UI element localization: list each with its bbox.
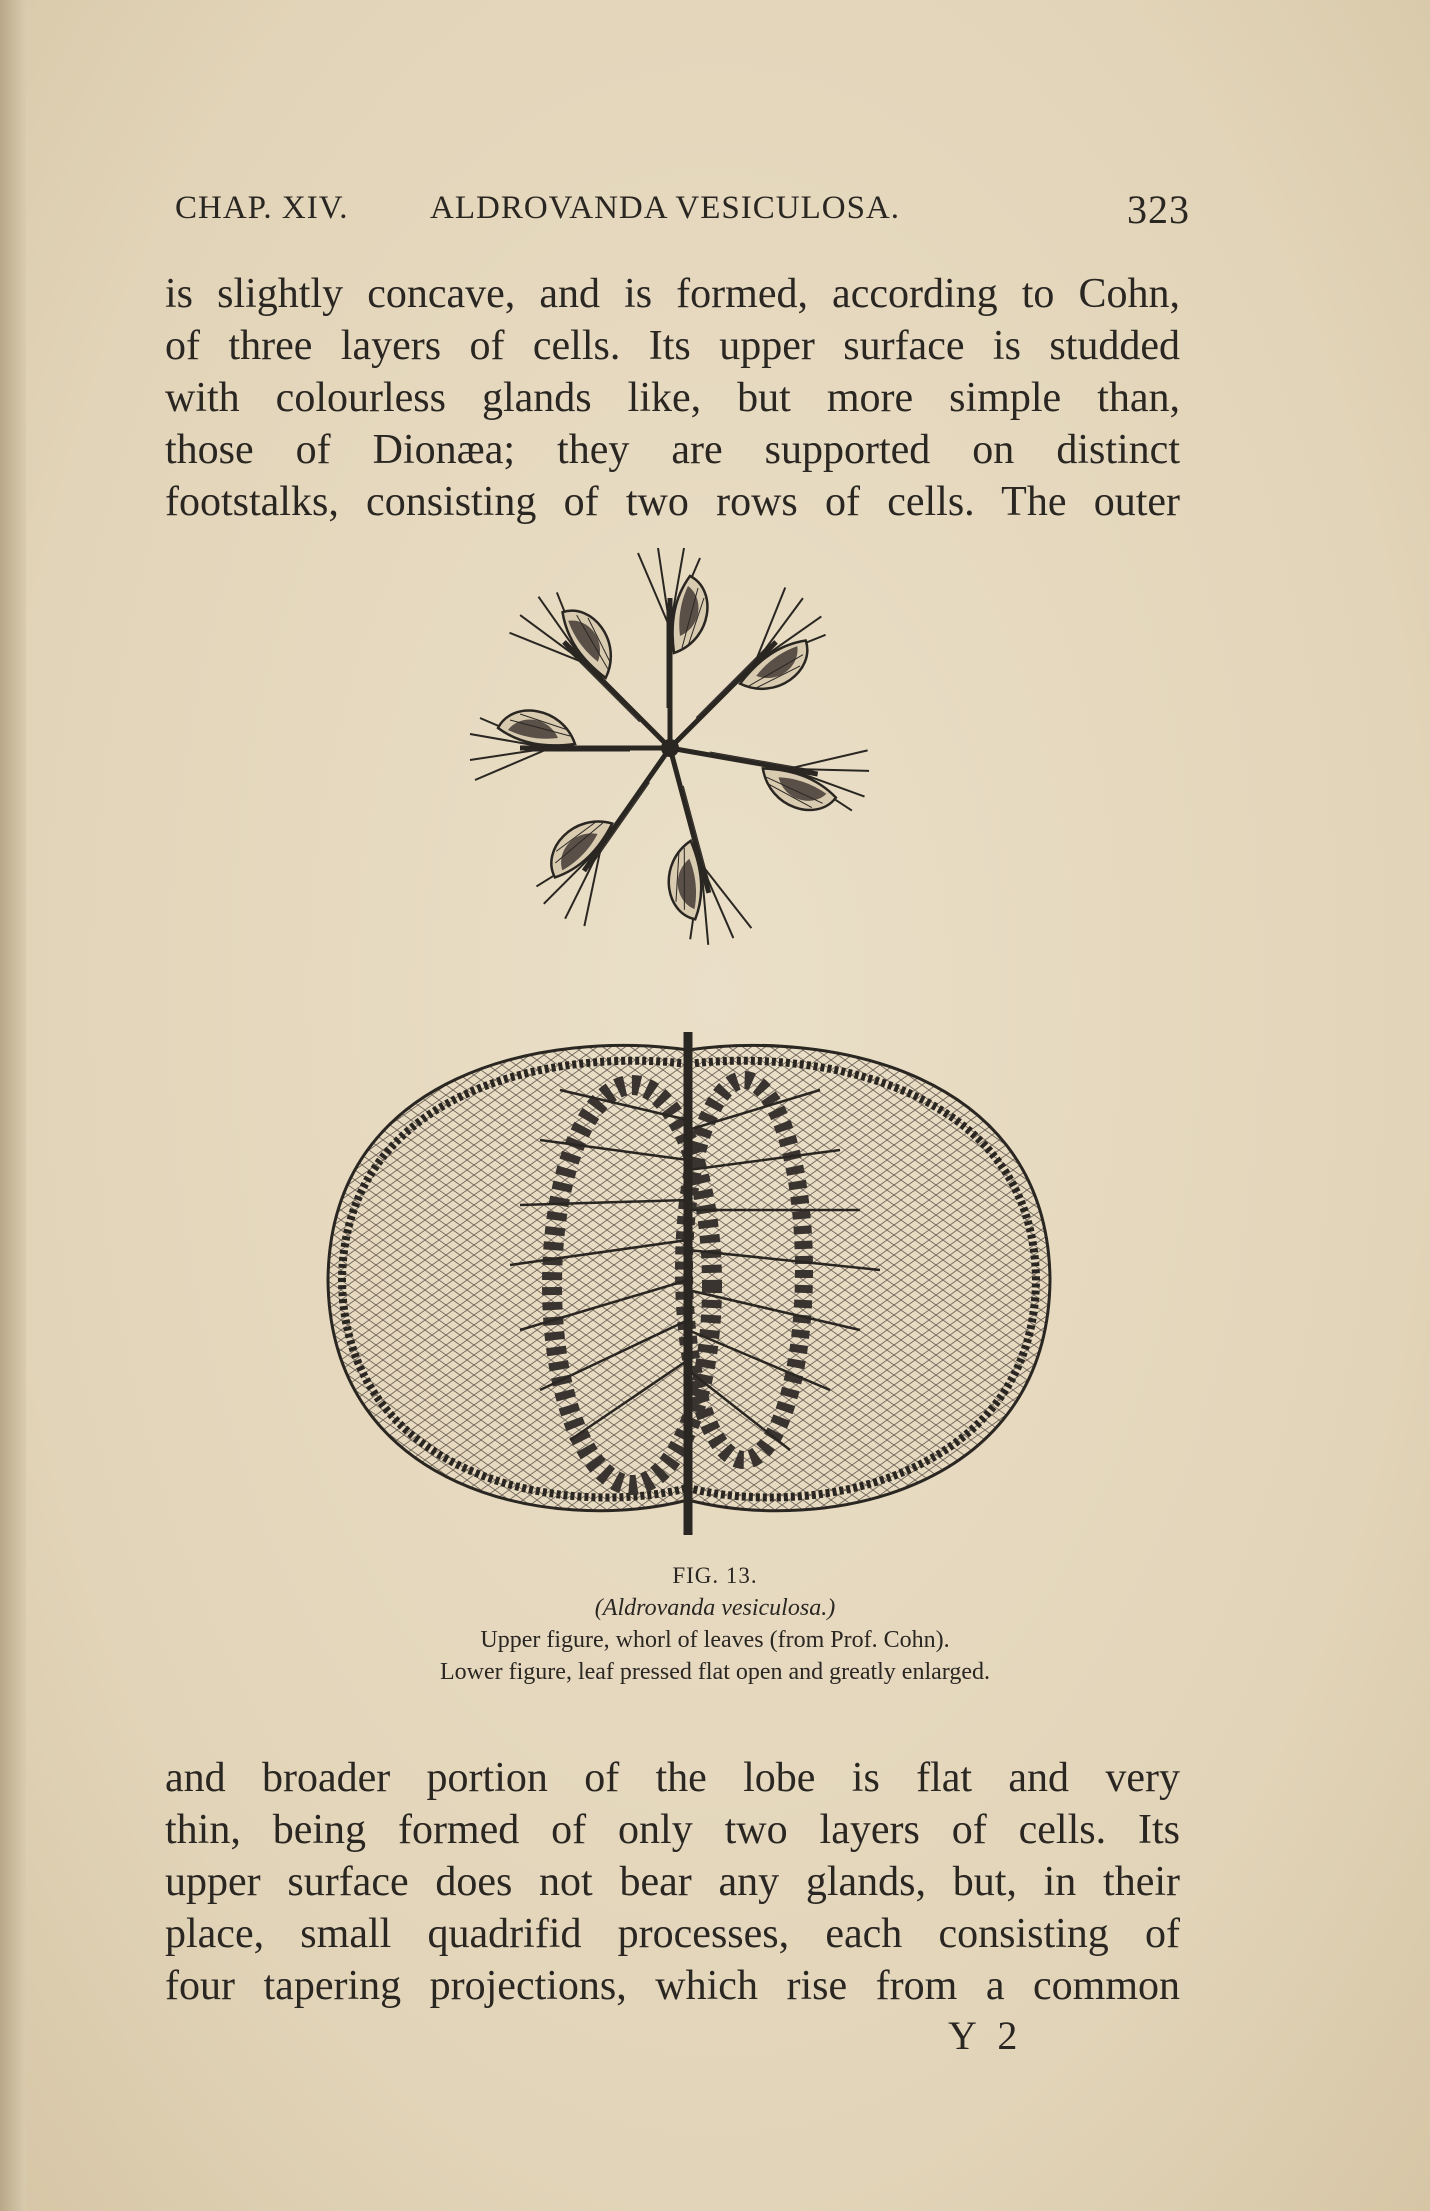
body-text-top [165, 268, 1180, 528]
text-line: four tapering projections, which rise from a common [165, 1963, 1180, 2009]
signature-mark: Y 2 [948, 2013, 1024, 2058]
text-line: those of Dionæa; they are supported on distinct [165, 427, 1180, 473]
page-number: 323 [1127, 187, 1190, 232]
text-line: and broader portion of the lobe is flat and very [165, 1755, 1180, 1801]
text-line: place, small quadrifid processes, each consisting of [165, 1911, 1180, 1957]
upper-figure-caption: Upper figure, whorl of leaves (from Prof. Cohn). [480, 1627, 950, 1653]
text-line: thin, being formed of only two layers of cells. Its [165, 1807, 1180, 1853]
leaf-pressed-flat-illustration [320, 1030, 1056, 1535]
figure-species: (Aldrovanda vesiculosa.) [594, 1595, 836, 1621]
lower-figure-caption: Lower figure, leaf pressed flat open and greatly enlarged. [440, 1659, 990, 1685]
running-title: ALDROVANDA VESICULOSA. [430, 190, 900, 226]
text-line: is slightly concave, and is formed, according to Cohn, [165, 271, 1180, 317]
running-header [175, 187, 1190, 236]
whorl-of-leaves-illustration [460, 548, 880, 948]
chapter-label: CHAP. XIV. [175, 190, 349, 226]
figure-label: FIG. 13. [672, 1563, 758, 1588]
body-text-bottom [165, 1752, 1180, 2012]
figure-caption [220, 1560, 1210, 1688]
text-line: with colourless glands like, but more simple than, [165, 375, 1180, 421]
text-line: of three layers of cells. Its upper surface is studded [165, 323, 1180, 369]
text-line: upper surface does not bear any glands, but, in their [165, 1859, 1180, 1905]
text-line: footstalks, consisting of two rows of cells. The outer [165, 479, 1180, 525]
page-spine-shadow [0, 0, 26, 2211]
